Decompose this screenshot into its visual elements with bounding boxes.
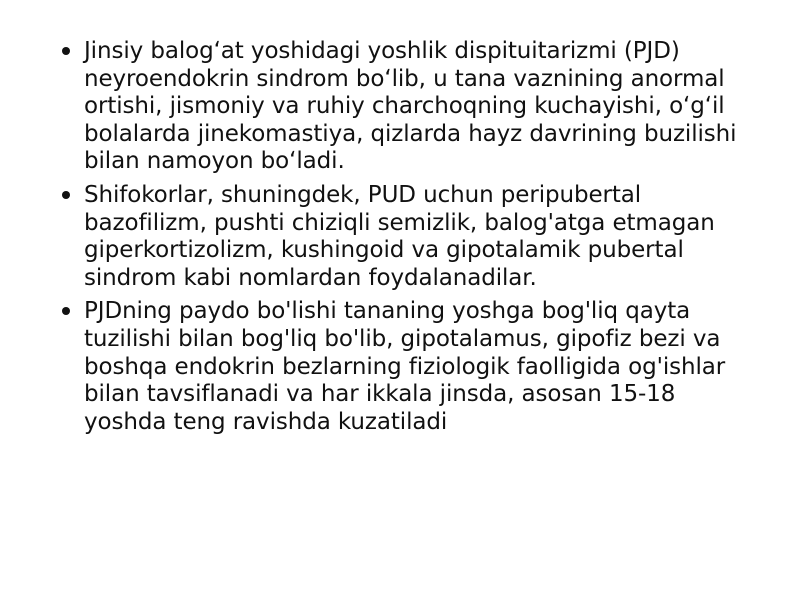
bullet-item-3 [56, 298, 756, 436]
bullet-item-1 [56, 38, 756, 176]
bullet-text-3: PJDning paydo bo'lishi tananing yoshga bog'liq qayta tuzilishi bilan bog'liq bo'lib, gipotalamus, gipofiz bezi va boshqa endokrin bezlarning fiziologik faolligida og'ishlar bilan tavsiflanadi va har ikkala jinsda, asosan 15-18 yoshda teng ravishda kuzatiladi [84, 298, 726, 435]
bullet-dot-icon [62, 47, 70, 55]
bullet-text-2: Shifokorlar, shuningdek, PUD uchun peripubertal bazofilizm, pushti chiziqli semizlik, balog'atga etmagan giperkortizolizm, kushingoid va gipotalamik pubertal sindrom kabi nomlardan foydalanadilar. [84, 181, 715, 291]
bullet-dot-icon [62, 191, 70, 199]
bullet-text-1: Jinsiy balogʻat yoshidagi yoshlik dispituitarizmi (PJD) neyroendokrin sindrom boʻlib, u tana vaznining anormal ortishi, jismoniy va ruhiy charchoqning kuchayishi, oʻgʻil bolalarda jinekomastiya, qizlarda hayz davrining buzilishi bilan namoyon boʻladi. [84, 38, 737, 175]
bullet-item-2 [56, 182, 756, 292]
bullet-dot-icon [62, 307, 70, 315]
bullet-list [56, 38, 756, 442]
